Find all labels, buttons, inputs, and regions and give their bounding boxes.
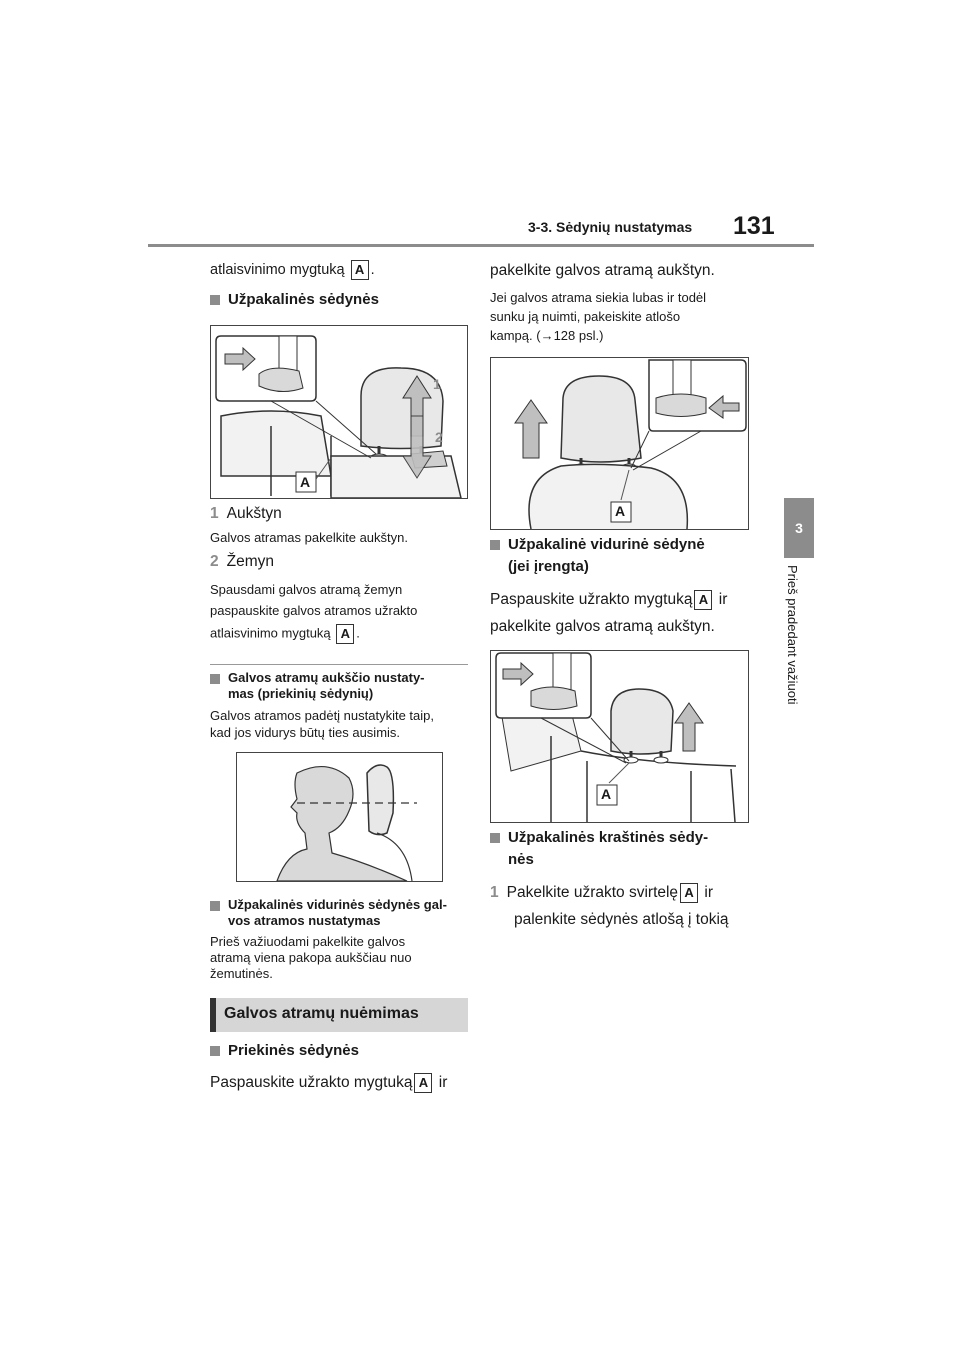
figure-label-1: 1 xyxy=(433,376,441,392)
middle-headrest-heading xyxy=(210,897,447,929)
rear-outer-seats-heading xyxy=(490,828,708,848)
period: . xyxy=(356,625,360,641)
figure-label-a: A xyxy=(601,786,612,802)
front-seats-heading xyxy=(210,1041,359,1061)
step-2-number: 2 xyxy=(210,553,219,570)
middle-headrest-text-1: Prieš važiuodami pakelkite galvos xyxy=(210,934,406,949)
button-a-key: A xyxy=(351,260,369,280)
page-reference: 128 psl.) xyxy=(553,328,604,343)
step-1 xyxy=(210,503,282,525)
rear-outer-seats-heading-line-1: Užpakalinės kraštinės sėdy- xyxy=(508,829,709,846)
page-number: 131 xyxy=(733,212,775,240)
height-adjust-heading xyxy=(210,670,425,702)
removal-section-banner xyxy=(210,998,468,1032)
outer-step-1-text: Pakelkite užrakto svirtelę xyxy=(506,884,679,901)
step-2-description-3-text: atlaisvinimo mygtuką xyxy=(210,625,331,641)
step-1-description: Galvos atramas pakelkite aukštyn. xyxy=(210,530,408,545)
outer-step-1-text-2: palenkite sėdynės atlošą į tokią xyxy=(514,911,729,928)
middle-headrest-heading-line-1: Užpakalinės vidurinės sėdynės gal- xyxy=(228,897,447,912)
middle-headrest-text-2: atramą viena pakopa aukščiau nuo xyxy=(210,950,412,965)
rear-seats-heading-text: Užpakalinės sėdynės xyxy=(228,291,379,308)
continued-text-label: atlaisvinimo mygtuką xyxy=(210,261,345,278)
height-adjust-heading-line-1: Galvos atramų aukščio nustaty- xyxy=(228,670,425,685)
front-headrest-figure xyxy=(490,357,749,530)
middle-headrest-heading-line-2: vos atramos nustatymas xyxy=(228,913,381,928)
front-seats-text xyxy=(210,1072,447,1094)
square-bullet-icon xyxy=(490,833,500,843)
head-position-figure xyxy=(236,752,443,882)
outer-step-1-end: ir xyxy=(704,884,713,901)
square-bullet-icon xyxy=(210,674,220,684)
height-adjust-text-2: kad jos vidurys būtų ties ausimis. xyxy=(210,725,401,740)
middle-headrest-text-3: žemutinės. xyxy=(210,966,273,981)
chapter-side-label: Prieš pradedant važiuoti xyxy=(785,565,800,705)
rear-middle-text-1-end: ir xyxy=(718,591,728,608)
square-bullet-icon xyxy=(210,295,220,305)
ceiling-note-2: sunku ją nuimti, pakeiskite atlošo xyxy=(490,309,681,324)
figure-label-a: A xyxy=(300,474,311,490)
front-seats-heading-text: Priekinės sėdynės xyxy=(228,1042,359,1059)
section-title: 3-3. Sėdynių nustatymas xyxy=(528,219,693,235)
rear-middle-seat-heading-line-2: (jei įrengta) xyxy=(508,558,589,575)
button-a-key: A xyxy=(336,624,354,644)
figure-label-a: A xyxy=(615,503,626,519)
height-adjust-heading-line-2: mas (priekinių sėdynių) xyxy=(228,686,374,701)
removal-section-title: Galvos atramų nuėmimas xyxy=(224,1005,419,1022)
chapter-tab: 3 xyxy=(784,498,814,558)
figure-label-2: 2 xyxy=(435,429,443,445)
lever-a-key: A xyxy=(680,883,698,903)
rear-middle-seat-heading xyxy=(490,535,705,555)
continued-text-right: pakelkite galvos atramą aukštyn. xyxy=(490,262,715,279)
rear-outer-seats-heading-line-2: nės xyxy=(508,851,534,868)
rear-headrest-figure xyxy=(210,325,468,499)
step-2-label: Žemyn xyxy=(226,553,274,570)
rear-seats-heading xyxy=(210,290,379,310)
square-bullet-icon xyxy=(210,901,220,911)
header-divider xyxy=(148,244,814,247)
square-bullet-icon xyxy=(210,1046,220,1056)
ceiling-note-1: Jei galvos atrama siekia lubas ir todėl xyxy=(490,290,707,305)
rear-middle-headrest-figure xyxy=(490,650,749,823)
button-a-key: A xyxy=(694,590,712,610)
step-2-description-1: Spausdami galvos atramą žemyn xyxy=(210,582,403,597)
outer-step-1 xyxy=(490,882,713,904)
continued-text xyxy=(210,260,375,280)
rear-middle-text-2: pakelkite galvos atramą aukštyn. xyxy=(490,618,715,635)
front-seats-text-end: ir xyxy=(438,1074,448,1091)
step-2-description-2: paspauskite galvos atramos užrakto xyxy=(210,603,418,618)
section-divider xyxy=(210,664,468,665)
front-seats-text-label: Paspauskite užrakto mygtuką xyxy=(210,1074,413,1091)
height-adjust-text-1: Galvos atramos padėtį nustatykite taip, xyxy=(210,708,435,723)
step-1-number: 1 xyxy=(210,505,219,522)
ceiling-note-3 xyxy=(490,327,603,344)
step-2-description-3 xyxy=(210,624,360,644)
period: . xyxy=(370,261,375,278)
button-a-key: A xyxy=(414,1073,432,1093)
step-1-label: Aukštyn xyxy=(226,505,282,522)
step-2 xyxy=(210,551,274,573)
square-bullet-icon xyxy=(490,540,500,550)
ceiling-note-3-pre: kampą. ( xyxy=(490,328,541,343)
page-reference-arrow-icon: → xyxy=(540,328,554,343)
rear-middle-text-1-label: Paspauskite užrakto mygtuką xyxy=(490,591,693,608)
outer-step-1-number: 1 xyxy=(490,884,499,901)
rear-middle-text-1 xyxy=(490,589,727,611)
rear-middle-seat-heading-line-1: Užpakalinė vidurinė sėdynė xyxy=(508,536,705,553)
